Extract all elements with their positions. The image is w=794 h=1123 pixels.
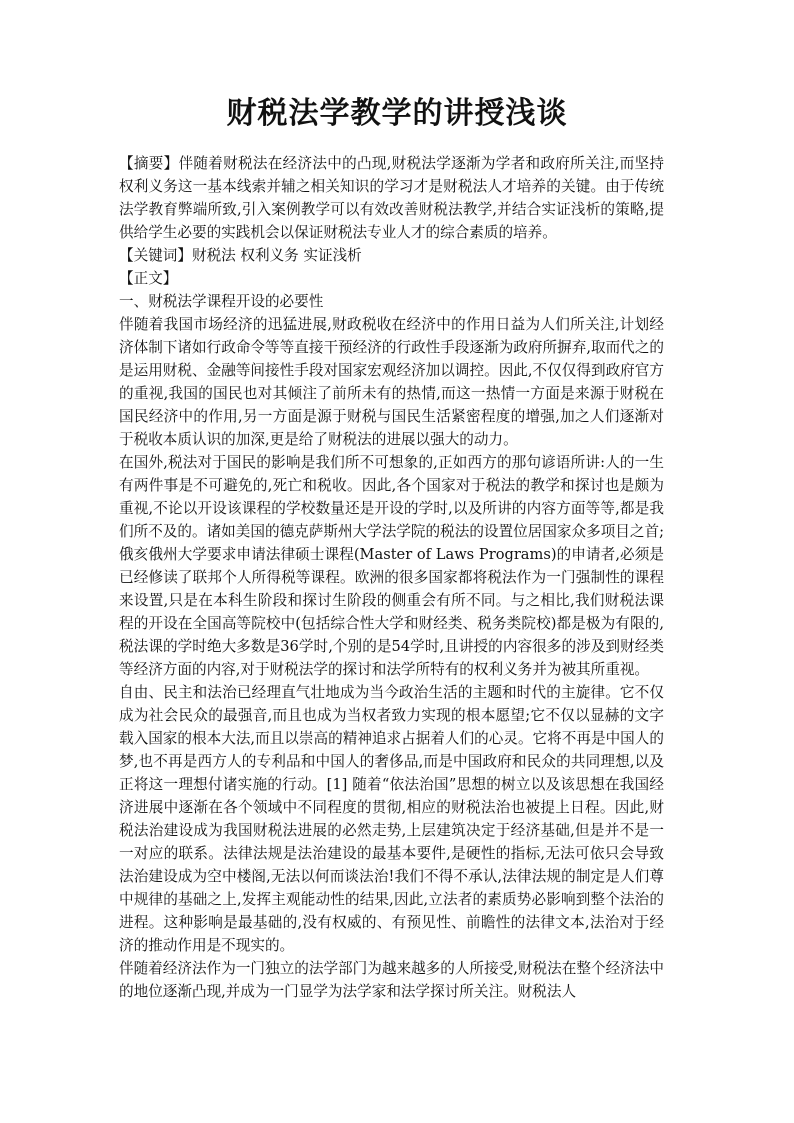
body-label: 【正文】	[119, 270, 178, 287]
body-paragraph-2: 在国外,税法对于国民的影响是我们所不可想象的,正如西方的那句谚语所讲:人的一生有两件事是不可避免的,死亡和税收。因此,各个国家对于税法的教学和探讨也是颇为重视,不论以开设该课程的学校数量还是开设的学时,以及所讲的内容方面等等,都是我们所不及的。诸如美国的德克萨斯州大学法学院的税法的设置位居国家众多项目之首;俄亥俄州大学要求申请法律硕士课程(Master of Laws Programs)的申请者,必须是已经修读了联邦个人所得税等课程。欧洲的很多国家都将税法作为一门强制性的课程来设置,只是在本科生阶段和探讨生阶段的侧重会有所不同。与之相比,我们财税法课程的开设在全国高等院校中(包括综合性大学和财经类、税务类院校)都是极为有限的,税法课的学时绝大多数是36学时,个别的是54学时,且讲授的内容很多的涉及到财经类等经济方面的内容,对于财税法学的探讨和法学所特有的权利义务并为被其所重视。	[119, 454, 664, 678]
body-paragraph-1: 伴随着我国市场经济的迅猛进展,财政税收在经济中的作用日益为人们所关注,计划经济体制下诸如行政命令等等直接干预经济的行政性手段逐渐为政府所摒弃,取而代之的是运用财税、金融等间接性手段对国家宏观经济加以调控。因此,不仅仅得到政府官方的重视,我国的国民也对其倾注了前所未有的热情,而这一热情一方面是来源于财税在国民经济中的作用,另一方面是源于财税与国民生活紧密程度的增强,加之人们逐渐对于税收本质认识的加深,更是给了财税法的进展以强大的动力。	[119, 316, 664, 448]
document-body	[119, 152, 664, 1003]
keywords-line: 【关键词】财税法 权利义务 实证浅析	[119, 247, 362, 264]
section-heading: 一、财税法学课程开设的必要性	[119, 293, 324, 310]
body-paragraph-3: 自由、民主和法治已经理直气壮地成为当今政治生活的主题和时代的主旋律。它不仅成为社会民众的最强音,而且也成为当权者致力实现的根本愿望;它不仅以显赫的文字载入国家的根本大法,而且以崇高的精神追求占据着人们的心灵。它将不再是中国人的梦,也不再是西方人的专利品和中国人的奢侈品,而是中国政府和民众的共同理想,以及正将这一理想付诸实施的行动。[1] 随着“依法治国”思想的树立以及该思想在我国经济进展中逐渐在各个领域中不同程度的贯彻,相应的财税法治也被提上日程。因此,财税法治建设成为我国财税法进展的必然走势,上层建筑决定于经济基础,但是并不是一一对应的联系。法律法规是法治建设的最基本要件,是硬性的指标,无法可依只会导致法治建设成为空中楼阁,无法以何而谈法治!我们不得不承认,法律法规的制定是人们尊中规律的基础之上,发挥主观能动性的结果,因此,立法者的素质势必影响到整个法治的进程。这种影响是最基础的,没有权威的、有预见性、前瞻性的法律文本,法治对于经济的推动作用是不现实的。	[119, 684, 664, 954]
abstract-paragraph: 【摘要】伴随着财税法在经济法中的凸现,财税法学逐渐为学者和政府所关注,而坚持权利义务这一基本线索并辅之相关知识的学习才是财税法人才培养的关键。由于传统法学教育弊端所致,引入案例教学可以有效改善财税法教学,并结合实证浅析的策略,提供给学生必要的实践机会以保证财税法专业人才的综合素质的培养。	[119, 155, 664, 241]
document-title: 财税法学教学的讲授浅谈	[226, 96, 568, 131]
body-paragraph-4: 伴随着经济法作为一门独立的法学部门为越来越多的人所接受,财税法在整个经济法中的地位逐渐凸现,并成为一门显学为法学家和法学探讨所关注。财税法人	[119, 960, 664, 1000]
